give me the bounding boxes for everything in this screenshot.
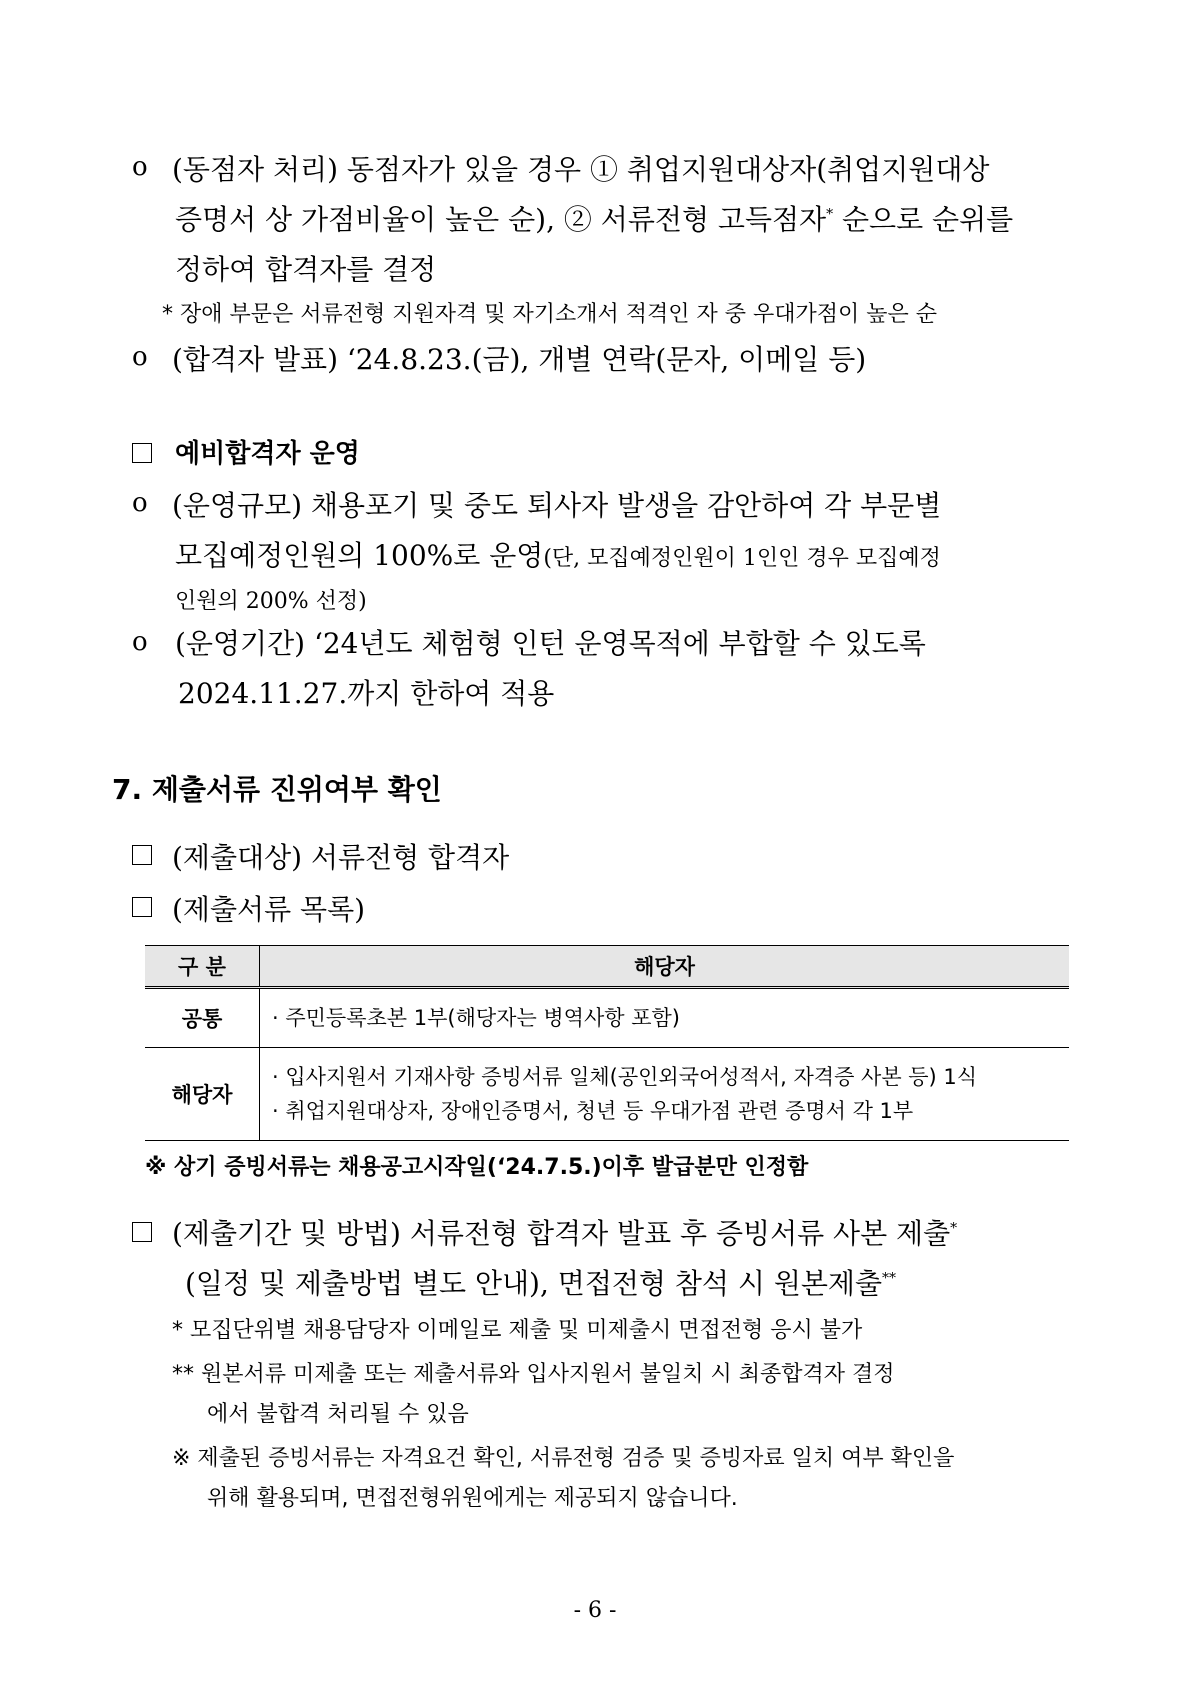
tiebreak-line-2: 증명서 상 가점비율이 높은 순), ② 서류전형 고득점자* 순으로 순위를 bbox=[175, 203, 1014, 236]
method-line-2: (일정 및 제출방법 별도 안내), 면접전형 참석 시 원본제출** bbox=[185, 1267, 897, 1300]
row-items bbox=[260, 988, 1070, 1048]
row-label-common: 공통 bbox=[145, 988, 260, 1048]
tiebreak-line-3: 정하여 합격자를 결정 bbox=[175, 253, 437, 286]
row-item: · 입사지원서 기재사항 증빙서류 일체(공인외국어성적서, 자격증 사본 등) 1식 bbox=[272, 1065, 978, 1089]
table-note: ※ 상기 증빙서류는 채용공고시작일(‘24.7.5.)이후 발급분만 인정함 bbox=[145, 1155, 809, 1180]
submission-list-title: (제출서류 목록) bbox=[172, 893, 366, 926]
checkbox-square-icon bbox=[132, 897, 152, 917]
row-label-applicable: 해당자 bbox=[145, 1048, 260, 1141]
reserve-scale-line-2: 모집예정인원의 100%로 운영(단, 모집예정인원이 1인인 경우 모집예정 bbox=[175, 539, 941, 572]
row-item: · 주민등록초본 1부(해당자는 병역사항 포함) bbox=[272, 1006, 680, 1030]
method-note-3-line-2: 위해 활용되며, 면접전형위원에게는 제공되지 않습니다. bbox=[207, 1486, 738, 1511]
announce-line: (합격자 발표) ‘24.8.23.(금), 개별 연락(문자, 이메일 등) bbox=[172, 343, 867, 376]
reserve-scale-line-1: (운영규모) 채용포기 및 중도 퇴사자 발생을 감안하여 각 부문별 bbox=[172, 489, 942, 522]
tiebreak-note: * 장애 부문은 서류전형 지원자격 및 자기소개서 적격인 자 중 우대가점이 높은 순 bbox=[162, 302, 937, 327]
page-number: - 6 - bbox=[573, 1598, 617, 1623]
checkbox-square-icon bbox=[132, 443, 152, 463]
method-line-1: (제출기간 및 방법) 서류전형 합격자 발표 후 증빙서류 사본 제출* bbox=[172, 1217, 958, 1250]
reserve-period-line-2: 2024.11.27.까지 한하여 적용 bbox=[178, 677, 555, 710]
documents-table bbox=[145, 945, 1069, 1141]
table-header-applicable: 해당자 bbox=[260, 946, 1070, 988]
bullet-circle: o bbox=[132, 627, 148, 657]
table-header-row bbox=[145, 946, 1069, 988]
reserve-period-line-1: (운영기간) ‘24년도 체험형 인턴 운영목적에 부합할 수 있도록 bbox=[175, 627, 926, 660]
checkbox-square-icon bbox=[132, 1222, 152, 1242]
table-row bbox=[145, 988, 1069, 1048]
method-note-1: * 모집단위별 채용담당자 이메일로 제출 및 미제출시 면접전형 응시 불가 bbox=[172, 1318, 863, 1343]
method-note-2-line-2: 에서 불합격 처리될 수 있음 bbox=[207, 1402, 469, 1427]
reserve-heading: 예비합격자 운영 bbox=[175, 439, 360, 469]
bullet-circle: o bbox=[132, 488, 148, 518]
checkbox-square-icon bbox=[132, 845, 152, 865]
table-header-category: 구 분 bbox=[145, 946, 260, 988]
method-note-3-line-1: ※ 제출된 증빙서류는 자격요건 확인, 서류전형 검증 및 증빙자료 일치 여부 확인을 bbox=[172, 1446, 955, 1471]
bullet-circle: o bbox=[132, 342, 148, 372]
row-item: · 취업지원대상자, 장애인증명서, 청년 등 우대가점 관련 증명서 각 1부 bbox=[272, 1099, 914, 1123]
row-items bbox=[260, 1048, 1070, 1141]
submission-target: (제출대상) 서류전형 합격자 bbox=[172, 841, 510, 874]
bullet-circle: o bbox=[132, 152, 148, 182]
tiebreak-line-1: (동점자 처리) 동점자가 있을 경우 ① 취업지원대상자(취업지원대상 bbox=[172, 153, 990, 186]
section-7-title: 7. 제출서류 진위여부 확인 bbox=[112, 773, 442, 806]
reserve-scale-line-3: 인원의 200% 선정) bbox=[175, 589, 367, 614]
method-note-2-line-1: ** 원본서류 미제출 또는 제출서류와 입사지원서 불일치 시 최종합격자 결정 bbox=[172, 1362, 895, 1387]
table-row bbox=[145, 1048, 1069, 1141]
